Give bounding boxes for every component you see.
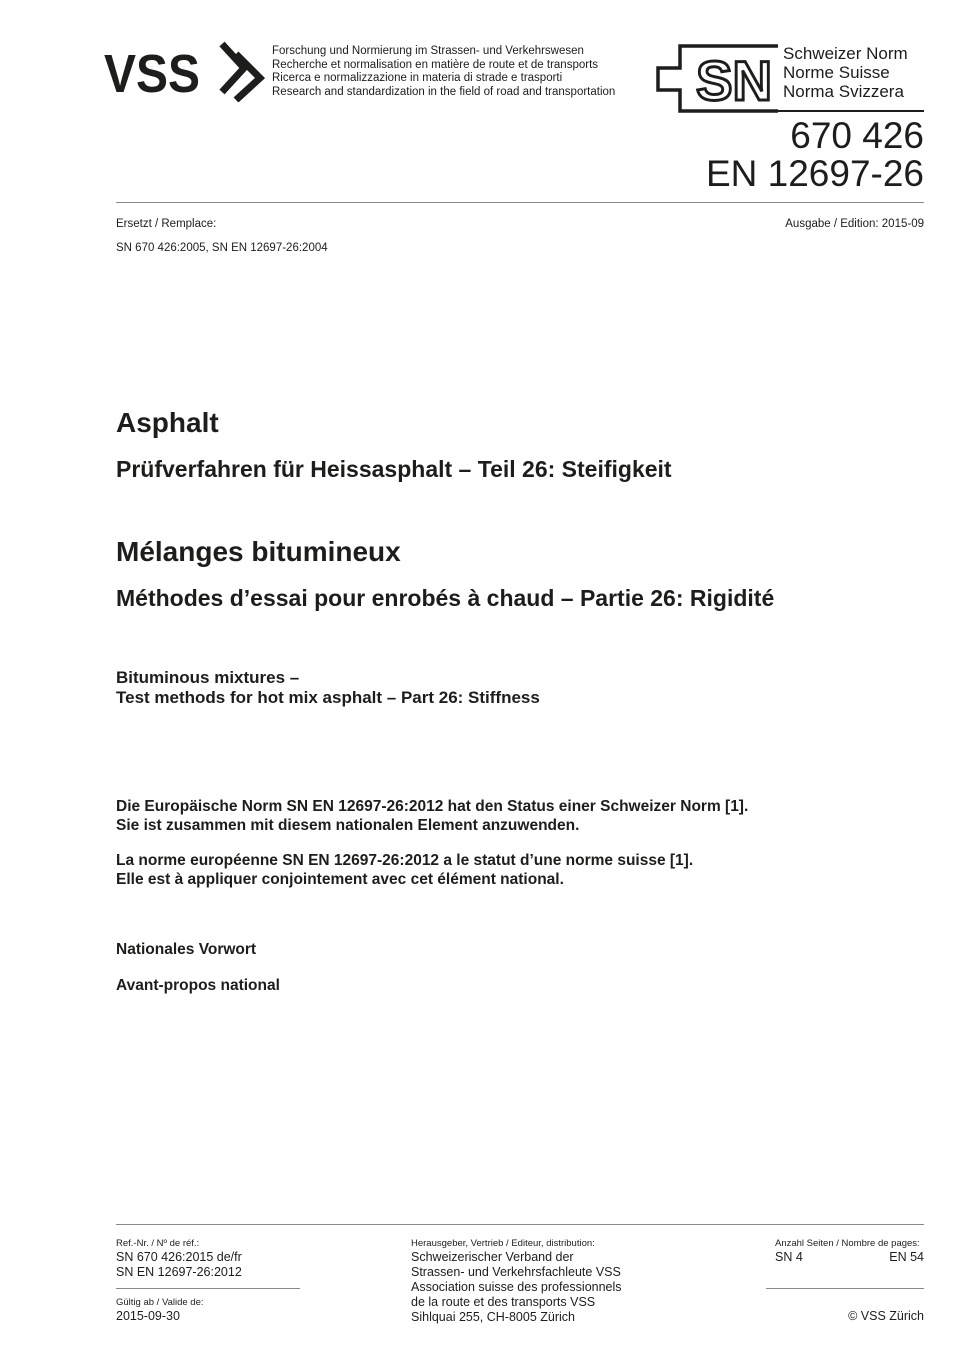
ref-label: Ref.-Nr. / Nº de réf.: [116, 1238, 200, 1249]
pages-values [775, 1250, 924, 1265]
foreword-de: Nationales Vorwort [116, 941, 257, 958]
vss-tagline-line: Recherche et normalisation en matière de route et de transports [272, 58, 599, 71]
header-divider [116, 202, 924, 203]
en-number: EN 12697-26 [705, 153, 924, 194]
publisher-line: Schweizerischer Verband der [411, 1250, 574, 1264]
valid-value: 2015-09-30 [116, 1309, 180, 1323]
title-en-line1: Bituminous mixtures – [116, 668, 300, 687]
title-fr-sub: Méthodes d’essai pour enrobés à chaud – Partie 26: Rigidité [116, 585, 775, 611]
valid-label: Gültig ab / Valide de: [116, 1297, 204, 1308]
sn-logo-text: SN [696, 49, 772, 112]
ref-line2: SN EN 12697-26:2012 [116, 1265, 242, 1279]
footer-pages [775, 1238, 924, 1265]
footer-pages-divider [766, 1288, 924, 1289]
sn-word-it: Norma Svizzera [783, 82, 904, 101]
foreword-fr: Avant-propos national [116, 977, 280, 994]
sn-logo-mark [656, 42, 778, 114]
publisher-label: Herausgeber, Vertrieb / Editeur, distribution: [411, 1238, 595, 1249]
vss-tagline-line: Ricerca e normalizzazione in materia di strade e trasporti [272, 72, 563, 84]
publisher-line: de la route et des transports VSS [411, 1295, 596, 1309]
footer-valid [116, 1297, 306, 1324]
sn-word-de: Schweizer Norm [783, 44, 908, 63]
title-de-sub: Prüfverfahren für Heissasphalt – Teil 26: Steifigkeit [116, 456, 672, 482]
publisher-line: Sihlquai 255, CH-8005 Zürich [411, 1310, 575, 1324]
vss-tagline [272, 45, 652, 99]
footer-ref [116, 1238, 306, 1280]
footer-publisher [411, 1238, 691, 1325]
statement-fr-line1: La norme européenne SN EN 12697-26:2012 a le statut d’une norme suisse [1]. [116, 852, 694, 869]
statement-de-line1: Die Europäische Norm SN EN 12697-26:2012 hat den Status einer Schweizer Norm [1]. [116, 798, 749, 815]
vss-tagline-line: Research and standardization in the field of road and transportation [272, 85, 616, 98]
statement-fr [116, 852, 693, 889]
footer-divider [116, 1224, 924, 1225]
vss-logo-text: VSS [104, 44, 200, 102]
vss-logo-mark [104, 40, 266, 102]
footer-ref-divider [116, 1288, 300, 1289]
replaces-label: Ersetzt / Remplace: [116, 218, 217, 230]
copyright: © VSS Zürich [848, 1309, 924, 1323]
pages-label: Anzahl Seiten / Nombre de pages: [775, 1238, 920, 1249]
title-de-main: Asphalt [116, 407, 219, 438]
sn-logo [656, 42, 778, 114]
pages-sn: SN 4 [775, 1250, 803, 1264]
statement-de [116, 798, 748, 835]
title-en-line2: Test methods for hot mix asphalt – Part 26: Stiffness [116, 688, 540, 707]
vss-tagline-line: Forschung und Normierung im Strassen- und Verkehrswesen [272, 45, 584, 57]
ref-line1: SN 670 426:2015 de/fr [116, 1250, 242, 1264]
edition: Ausgabe / Edition: 2015-09 [785, 218, 924, 230]
vss-logo [104, 40, 266, 102]
sn-words [783, 44, 933, 101]
statement-fr-line2: Elle est à appliquer conjointement avec cet élément national. [116, 870, 564, 888]
title-fr-main: Mélanges bitumineux [116, 536, 401, 567]
publisher-line: Association suisse des professionnels [411, 1280, 622, 1294]
norm-number: 670 426 [790, 115, 924, 156]
publisher-line: Strassen- und Verkehrsfachleute VSS [411, 1265, 621, 1279]
sn-word-fr: Norme Suisse [783, 63, 890, 82]
statement-de-line2: Sie ist zusammen mit diesem nationalen Element anzuwenden. [116, 816, 580, 834]
replaces-value: SN 670 426:2005, SN EN 12697-26:2004 [116, 242, 328, 254]
sn-logo-underline [778, 110, 924, 112]
pages-en: EN 54 [889, 1250, 924, 1264]
